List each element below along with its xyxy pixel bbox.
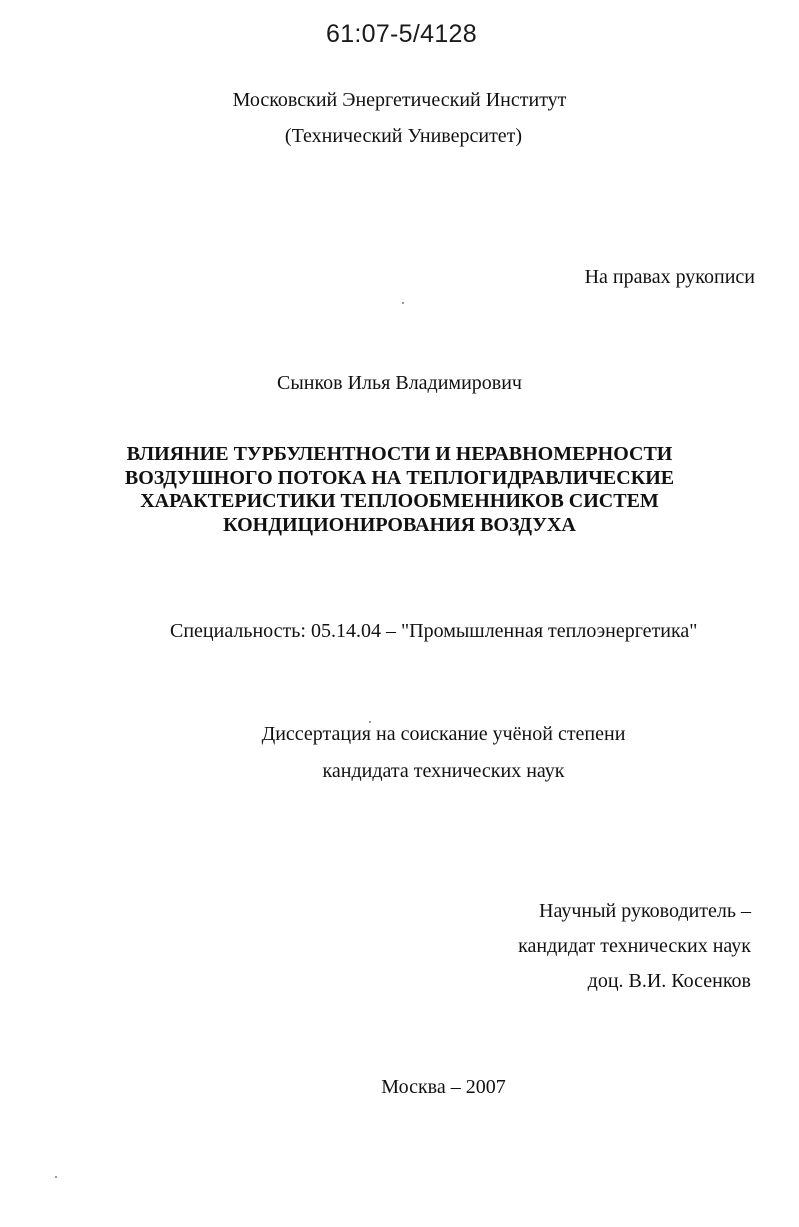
- supervisor-degree: кандидат технических наук: [518, 935, 751, 957]
- institution-subtitle: (Технический Университет): [284, 125, 523, 147]
- title-line: ВЛИЯНИЕ ТУРБУЛЕНТНОСТИ И НЕРАВНОМЕРНОСТИ: [126, 443, 673, 465]
- scan-speck: [369, 721, 371, 723]
- degree-line-2: кандидата технических наук: [322, 760, 565, 782]
- supervisor-role: Научный руководитель –: [539, 900, 751, 922]
- supervisor-name: доц. В.И. Косенков: [587, 970, 751, 992]
- title-line: КОНДИЦИОНИРОВАНИЯ ВОЗДУХА: [223, 513, 576, 536]
- title-line: ХАРАКТЕРИСТИКИ ТЕПЛООБМЕННИКОВ СИСТЕМ: [140, 490, 659, 512]
- city-year: Москва – 2007: [381, 1076, 506, 1098]
- rights-note: На правах рукописи: [584, 266, 755, 288]
- institution-name: Московский Энергетический Институт: [232, 89, 567, 111]
- author-name: Сынков Илья Владимирович: [276, 372, 522, 394]
- title-line: ВОЗДУШНОГО ПОТОКА НА ТЕПЛОГИДРАВЛИЧЕСКИЕ: [124, 466, 675, 489]
- dissertation-title: [0, 443, 799, 537]
- scan-speck: [55, 1176, 57, 1178]
- specialty: Специальность: 05.14.04 – "Промышленная теплоэнергетика": [170, 620, 698, 642]
- degree-line-1: Диссертация на соискание учёной степени: [261, 723, 626, 745]
- scan-speck: [402, 302, 404, 304]
- archive-code: 61:07-5/4128: [326, 20, 477, 48]
